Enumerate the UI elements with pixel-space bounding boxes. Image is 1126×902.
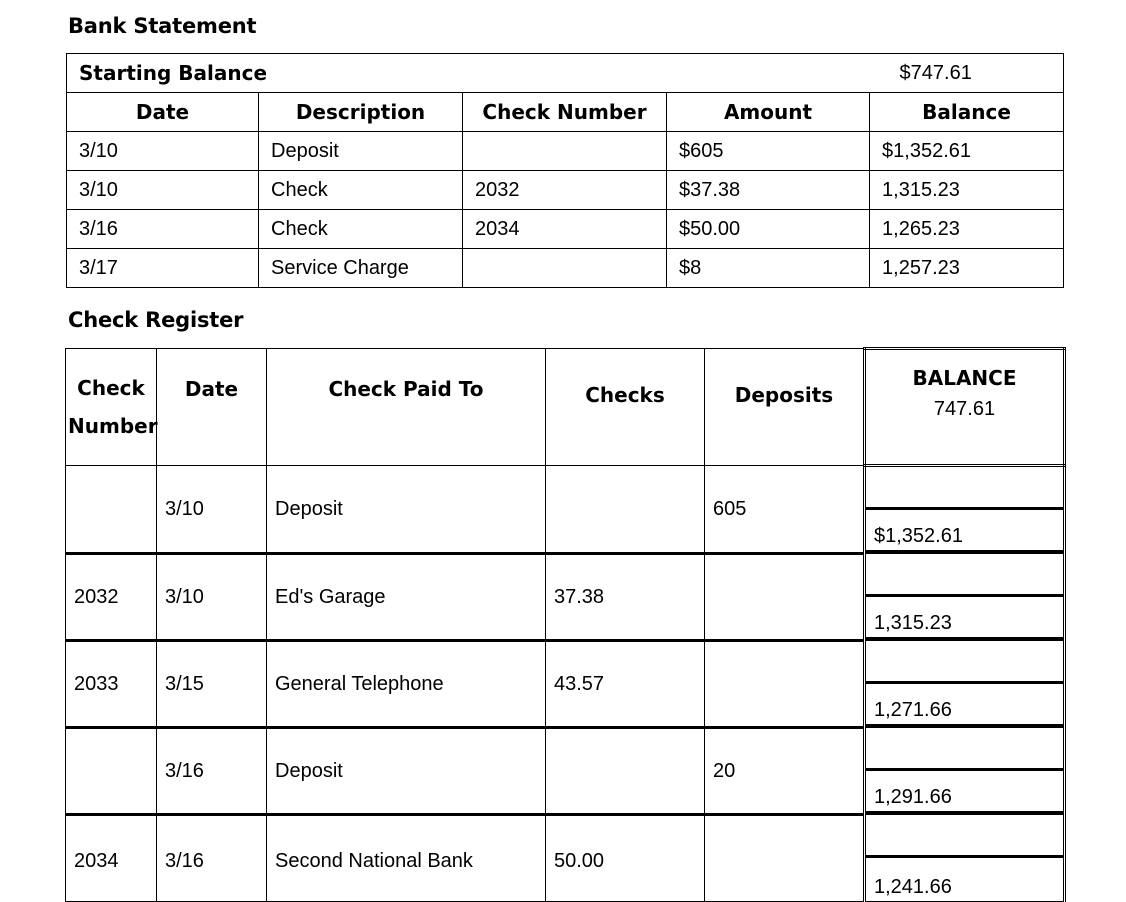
cell-date: 3/16 [157,815,267,902]
starting-balance-row [67,54,1064,93]
bank-statement-table [66,53,1064,288]
balance-work-box [866,467,1063,510]
balance-work-box [866,641,1063,684]
col-header-amount: Amount [667,93,870,132]
cell-amount: $50.00 [667,210,870,249]
cell-balance [865,641,1065,728]
cell-description: Check [259,210,463,249]
col-header-check-number-line2: Number [68,414,158,438]
check-register-table [65,347,1066,902]
cell-balance [865,466,1065,554]
cell-balance: $1,352.61 [870,132,1064,171]
col-header-date: Date [67,93,259,132]
cell-balance: 1,315.23 [870,171,1064,210]
col-header-paid-to: Check Paid To [267,349,546,466]
col-header-check-number [66,349,157,466]
cell-date: 3/16 [67,210,259,249]
cell-balance [865,815,1065,902]
check-register-heading: Check Register [68,308,244,332]
col-header-balance: Balance [870,93,1064,132]
cell-paid-to: Deposit [267,466,546,554]
cell-paid-to: General Telephone [267,641,546,728]
balance-work-box [866,815,1063,858]
cell-checks [546,728,705,815]
table-row [66,554,1065,641]
table-row [67,210,1064,249]
table-row [67,171,1064,210]
col-header-date: Date [157,349,267,466]
cell-check-number [66,728,157,815]
cell-check-number [463,249,667,288]
register-header-row [66,349,1065,466]
cell-date: 3/10 [157,554,267,641]
bank-header-row [67,93,1064,132]
balance-start-value: 747.61 [933,398,996,420]
cell-deposits [705,641,865,728]
starting-balance-label: Starting Balance [67,54,870,93]
cell-deposits [705,554,865,641]
balance-work-box [866,728,1063,771]
cell-amount: $37.38 [667,171,870,210]
cell-balance [865,728,1065,815]
cell-check-number [463,132,667,171]
col-header-balance [865,349,1065,466]
cell-description: Service Charge [259,249,463,288]
balance-value: 1,241.66 [874,876,952,898]
cell-checks [546,466,705,554]
balance-header-label: BALANCE [912,366,1017,390]
col-header-check-number: Check Number [463,93,667,132]
cell-date: 3/10 [67,171,259,210]
cell-balance: 1,257.23 [870,249,1064,288]
cell-date: 3/10 [157,466,267,554]
cell-deposits: 605 [705,466,865,554]
starting-balance-value: $747.61 [870,54,1064,93]
col-header-check-number-line1: Check [77,376,145,400]
cell-paid-to: Ed's Garage [267,554,546,641]
cell-amount: $8 [667,249,870,288]
cell-amount: $605 [667,132,870,171]
table-row [66,466,1065,554]
cell-date: 3/16 [157,728,267,815]
cell-date: 3/17 [67,249,259,288]
cell-paid-to: Deposit [267,728,546,815]
table-row [66,641,1065,728]
balance-work-box [866,554,1063,597]
col-header-deposits: Deposits [705,349,865,466]
cell-balance [865,554,1065,641]
cell-check-number [66,466,157,554]
cell-date: 3/15 [157,641,267,728]
cell-description: Deposit [259,132,463,171]
cell-paid-to: Second National Bank [267,815,546,902]
col-header-checks: Checks [546,349,705,466]
cell-date: 3/10 [67,132,259,171]
cell-checks: 50.00 [546,815,705,902]
cell-check-number: 2032 [66,554,157,641]
table-row [66,815,1065,902]
cell-check-number: 2034 [66,815,157,902]
balance-value: 1,315.23 [866,597,1063,640]
balance-value: 1,271.66 [866,684,1063,727]
table-row [67,249,1064,288]
cell-deposits: 20 [705,728,865,815]
table-row [66,728,1065,815]
cell-check-number: 2034 [463,210,667,249]
table-row [67,132,1064,171]
balance-value: $1,352.61 [866,510,1063,553]
cell-check-number: 2033 [66,641,157,728]
bank-statement-heading: Bank Statement [68,14,257,38]
cell-deposits [705,815,865,902]
cell-checks: 37.38 [546,554,705,641]
cell-check-number: 2032 [463,171,667,210]
cell-balance: 1,265.23 [870,210,1064,249]
cell-checks: 43.57 [546,641,705,728]
col-header-description: Description [259,93,463,132]
cell-description: Check [259,171,463,210]
balance-value: 1,291.66 [866,771,1063,814]
